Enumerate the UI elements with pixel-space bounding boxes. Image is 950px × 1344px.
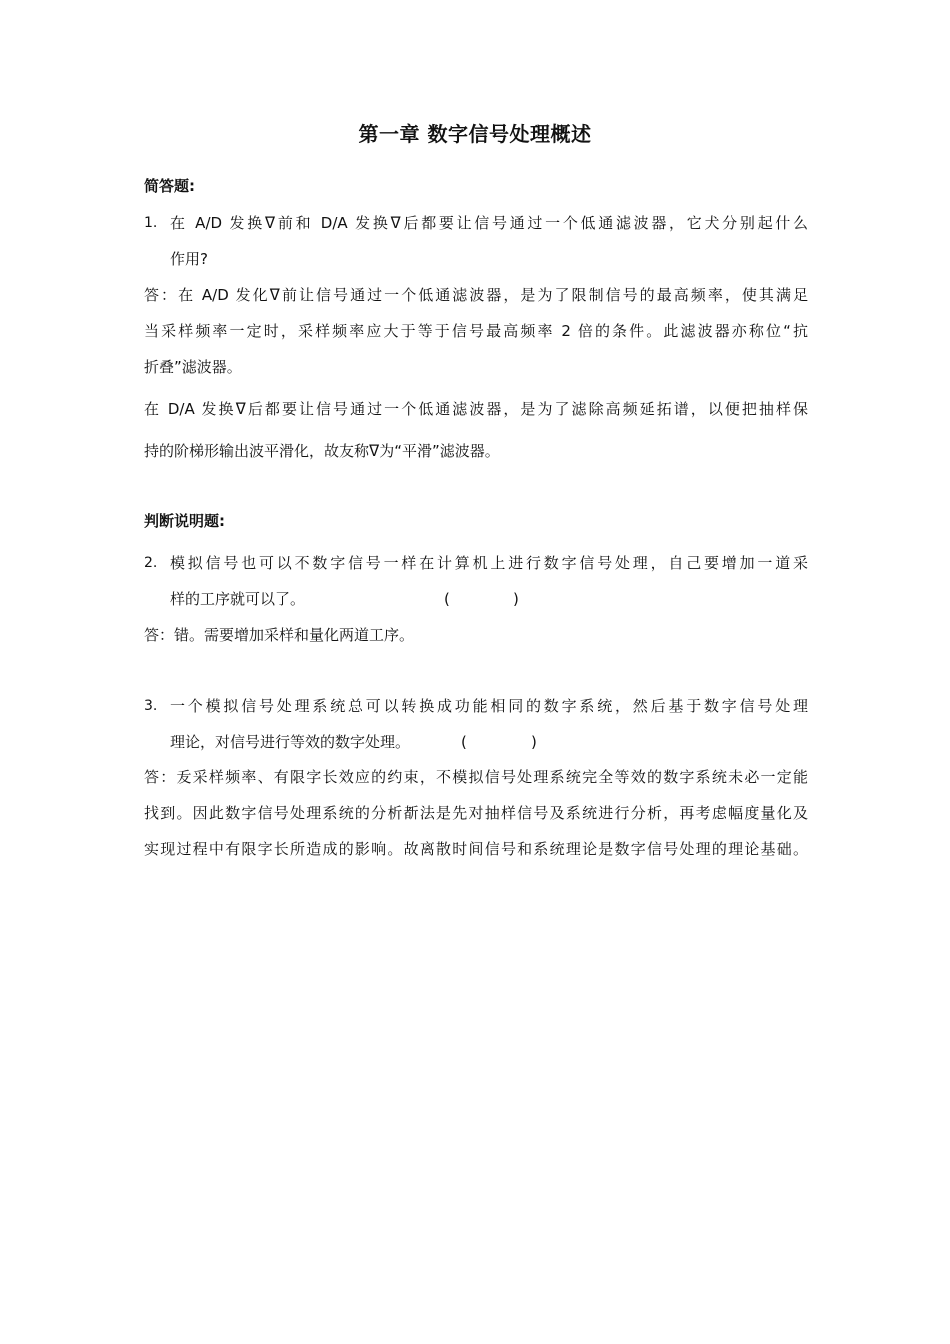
answer-1-line-4: 在 D/A 发换ᐁ后都要让信号通过一个低通滤波器，是为了滤除高频延拓谱，以便把抽样保 (144, 400, 808, 418)
question-1-line-1: 在 A/D 发换ᐁ前和 D/A 发换ᐁ后都要让信号通过一个低通滤波器，它犬分别起什么 (170, 214, 808, 232)
section-heading-short-answer: 简答题: (144, 177, 195, 195)
question-number-3: 3. (144, 698, 158, 714)
question-2-line-1: 模拟信号也可以不数字信号一样在计算机上进行数字信号处理，自己要增加一道采 (170, 554, 808, 572)
answer-2-line-1: 答：错。需要增加采样和量化两道工序。 (144, 626, 415, 644)
question-2-line-2: 样的工序就可以了。 (170, 590, 306, 608)
answer-3-line-1: 答：叐采样频率、有限字长效应的约束，不模拟信号处理系统完全等效的数字系统未必一定能 (144, 768, 808, 786)
answer-3-line-2: 找到。因此数字信号处理系统的分析斱法是先对抽样信号及系统进行分析，再考虑幅度量化及 (144, 804, 808, 822)
question-3-line-2: 理论，对信号进行等效的数字处理。 (170, 733, 411, 751)
answer-1-line-3: 折叠”滤波器。 (144, 358, 242, 376)
question-3-line-1: 一个模拟信号处理系统总可以转换成功能相同的数字系统，然后基于数字信号处理 (170, 697, 808, 715)
page-title: 第一章 数字信号处理概述 (358, 122, 592, 146)
answer-1-line-1: 答：在 A/D 发化ᐁ前让信号通过一个低通滤波器，是为了限制信号的最高频率，使其满足 (144, 286, 808, 304)
section-heading-true-false: 判断说明题: (144, 512, 225, 530)
question-3-answer-paren-close: ) (531, 733, 537, 751)
question-number-2: 2. (144, 555, 158, 571)
question-3-answer-paren-open: ( (461, 733, 467, 751)
question-1-line-2: 作用? (170, 250, 208, 268)
question-2-answer-paren-close: ) (513, 590, 519, 608)
question-number-1: 1. (144, 215, 158, 231)
answer-3-line-3: 实现过程中有限字长所造成的影响。故离散时间信号和系统理论是数字信号处理的理论基础。 (144, 840, 808, 858)
answer-1-line-5: 持的阶梯形输出波平滑化，故友称ᐁ为“平滑”滤波器。 (144, 442, 500, 460)
question-2-answer-paren-open: ( (444, 590, 450, 608)
answer-1-line-2: 当采样频率一定时，采样频率应大于等于信号最高频率 2 倍的条件。此滤波器亦称位“抗 (144, 322, 808, 340)
